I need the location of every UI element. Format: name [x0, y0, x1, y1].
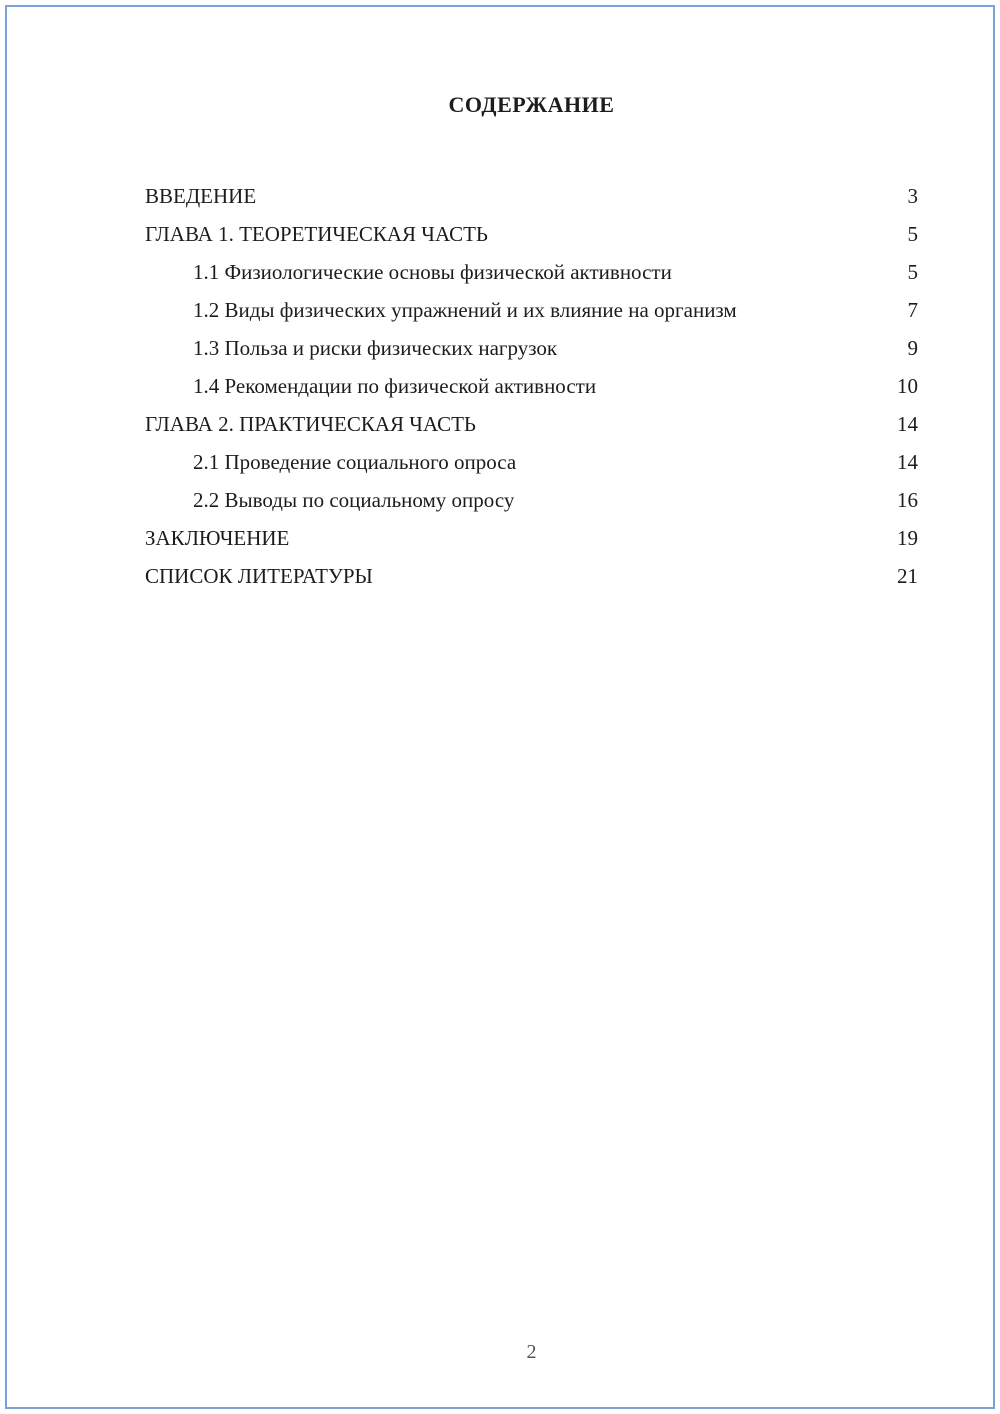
- toc-entry: [145, 370, 918, 402]
- toc-entry-label: ГЛАВА 2. ПРАКТИЧЕСКАЯ ЧАСТЬ: [145, 412, 476, 436]
- toc-entry-page: 14: [897, 412, 918, 436]
- toc-entry-page: 5: [907, 260, 918, 284]
- page-number: 2: [526, 1341, 537, 1363]
- toc-entry-label: ЗАКЛЮЧЕНИЕ: [145, 526, 290, 550]
- toc-entry-label: ВВЕДЕНИЕ: [145, 184, 257, 208]
- toc-entry-page: 5: [907, 222, 918, 246]
- toc-entry-page: 19: [897, 526, 918, 550]
- toc-entry-page: 9: [907, 336, 918, 360]
- toc-entry-label: 2.1 Проведение социального опроса: [193, 450, 517, 474]
- toc-entry-page: 14: [897, 450, 918, 474]
- toc-entry: [145, 408, 918, 440]
- toc-entry-page: 10: [897, 374, 918, 398]
- toc-entry-page: 7: [907, 298, 918, 322]
- toc-entry: [145, 256, 918, 288]
- toc-entry: [145, 446, 918, 478]
- toc-entry-label: 1.1 Физиологические основы физической активности: [193, 260, 672, 284]
- toc-entry: [145, 332, 918, 364]
- toc-entry-label: 1.4 Рекомендации по физической активности: [193, 374, 597, 398]
- page-content: [0, 0, 1000, 592]
- page-title: СОДЕРЖАНИЕ: [448, 92, 615, 117]
- toc-list: [145, 180, 918, 592]
- toc-entry: [145, 218, 918, 250]
- toc-entry: [145, 180, 918, 212]
- toc-entry: [145, 484, 918, 516]
- toc-entry: [145, 522, 918, 554]
- toc-entry-label: 1.2 Виды физических упражнений и их влияние на организм: [193, 298, 737, 322]
- toc-entry: [145, 294, 918, 326]
- toc-entry-page: 21: [897, 564, 918, 588]
- toc-entry-label: ГЛАВА 1. ТЕОРЕТИЧЕСКАЯ ЧАСТЬ: [145, 222, 488, 246]
- toc-entry-page: 3: [907, 184, 918, 208]
- toc-entry-label: 2.2 Выводы по социальному опросу: [193, 488, 515, 512]
- toc-entry: [145, 560, 918, 592]
- toc-entry-label: 1.3 Польза и риски физических нагрузок: [193, 336, 558, 360]
- toc-entry-label: СПИСОК ЛИТЕРАТУРЫ: [145, 564, 373, 588]
- toc-entry-page: 16: [897, 488, 918, 512]
